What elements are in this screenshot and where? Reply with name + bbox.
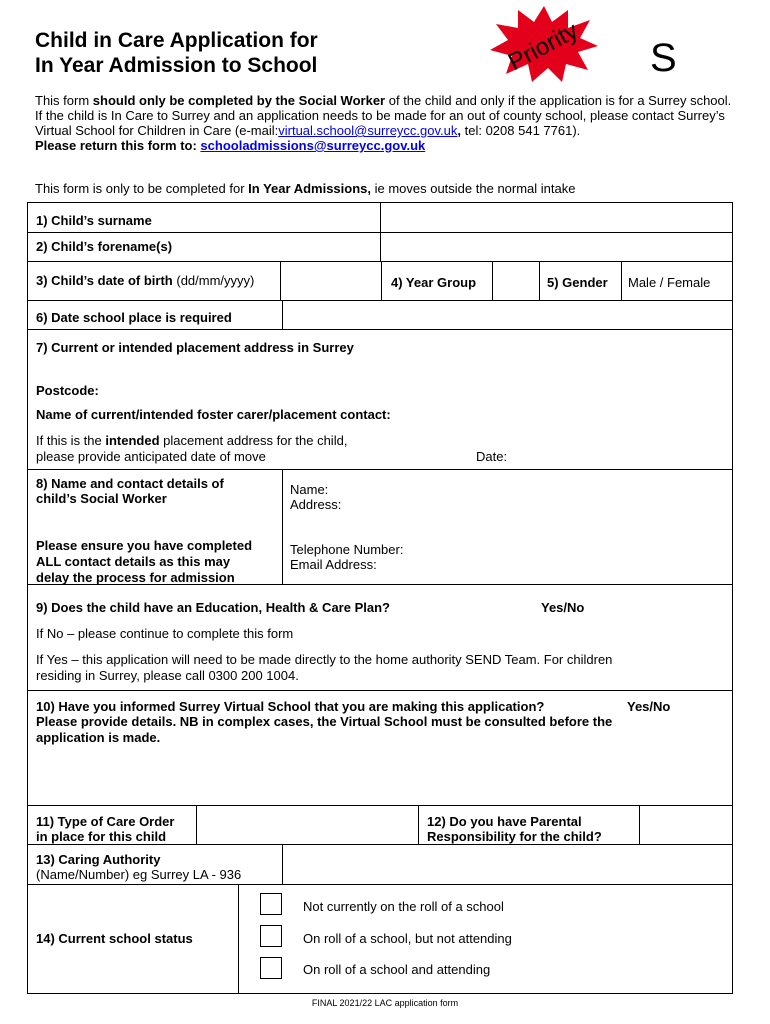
virtual-school-cell[interactable]: 10) Have you informed Surrey Virtual School that you are making this application? Yes/No Please provide details. NB in complex cases, the Virtual School must be consulted before the application is made. <box>27 690 733 806</box>
forename-label-cell: 2) Child’s forename(s) <box>27 232 381 262</box>
dob-input[interactable] <box>280 261 382 301</box>
intro-paragraph: This form should only be completed by the Social Worker of the child and only if the application is for a Surrey school. If the child is In Care to Surrey and an application needs to be made for an out of county school, please contact Surrey’s Virtual School for Children in Care (e-mail:virtual.school@surreycc.gov.uk, tel: 0208 541 7761). Please return this form to: schooladmissions@surreycc.gov.uk <box>35 93 732 153</box>
surname-input[interactable] <box>380 202 733 233</box>
code-letter: S <box>650 36 677 80</box>
caring-authority-label-cell: 13) Caring Authority (Name/Number) eg Surrey LA - 936 <box>27 844 283 885</box>
priority-stamp-text: Priority <box>503 17 583 77</box>
caring-authority-input[interactable] <box>282 844 733 885</box>
care-order-label-cell: 11) Type of Care Order in place for this child <box>27 805 197 845</box>
not-on-roll-checkbox[interactable] <box>260 893 282 915</box>
school-status-label-cell: 14) Current school status <box>27 884 239 994</box>
on-roll-attending-checkbox[interactable] <box>260 957 282 979</box>
social-worker-label-cell: 8) Name and contact details of child’s Social Worker Please ensure you have completed ALL contact details as this may delay the process for admission <box>27 469 283 585</box>
return-label: Please return this form to: <box>35 138 201 153</box>
gender-label-cell: 5) Gender <box>539 261 622 301</box>
parental-responsibility-label-cell: 12) Do you have Parental Responsibility for the child? <box>418 805 640 845</box>
date-required-input[interactable] <box>282 300 733 330</box>
placement-address-cell[interactable]: 7) Current or intended placement address in Surrey Postcode: Name of current/intended foster carer/placement contact: If this is the intended placement address for the child, please provide anticipated date of move Date: <box>27 329 733 470</box>
on-roll-not-attending-label: On roll of a school, but not attending <box>303 931 512 946</box>
dob-label-cell: 3) Child’s date of birth (dd/mm/yyyy) <box>27 261 281 301</box>
date-required-label-cell: 6) Date school place is required <box>27 300 283 330</box>
on-roll-not-attending-checkbox[interactable] <box>260 925 282 947</box>
title-line-1: Child in Care Application for <box>35 29 318 52</box>
parental-responsibility-input[interactable] <box>639 805 733 845</box>
priority-stamp <box>488 4 600 84</box>
not-on-roll-label: Not currently on the roll of a school <box>303 899 504 914</box>
admissions-email-link[interactable]: schooladmissions@surreycc.gov.uk <box>200 138 426 153</box>
virtual-school-email-link[interactable]: virtual.school@surreycc.gov.uk <box>278 123 458 138</box>
on-roll-attending-label: On roll of a school and attending <box>303 962 491 977</box>
year-group-label-cell: 4) Year Group <box>381 261 493 301</box>
in-year-note: This form is only to be completed for In Year Admissions, ie moves outside the normal intake <box>35 181 576 196</box>
gender-input[interactable]: Male / Female <box>621 261 733 301</box>
social-worker-details-input[interactable]: Name: Address: Telephone Number: Email Address: <box>282 469 733 585</box>
footer-text: FINAL 2021/22 LAC application form <box>311 998 459 1008</box>
year-group-input[interactable] <box>492 261 540 301</box>
care-order-input[interactable] <box>196 805 419 845</box>
form-title <box>35 28 318 78</box>
surname-label-cell: 1) Child’s surname <box>27 202 381 233</box>
title-line-2: In Year Admission to School <box>35 54 318 77</box>
forename-input[interactable] <box>380 232 733 262</box>
ehcp-cell[interactable]: 9) Does the child have an Education, Health & Care Plan? Yes/No If No – please continue to complete this form If Yes – this application will need to be made directly to the home authority SEND Team. For children residing in Surrey, please call 0300 200 1004. <box>27 584 733 691</box>
